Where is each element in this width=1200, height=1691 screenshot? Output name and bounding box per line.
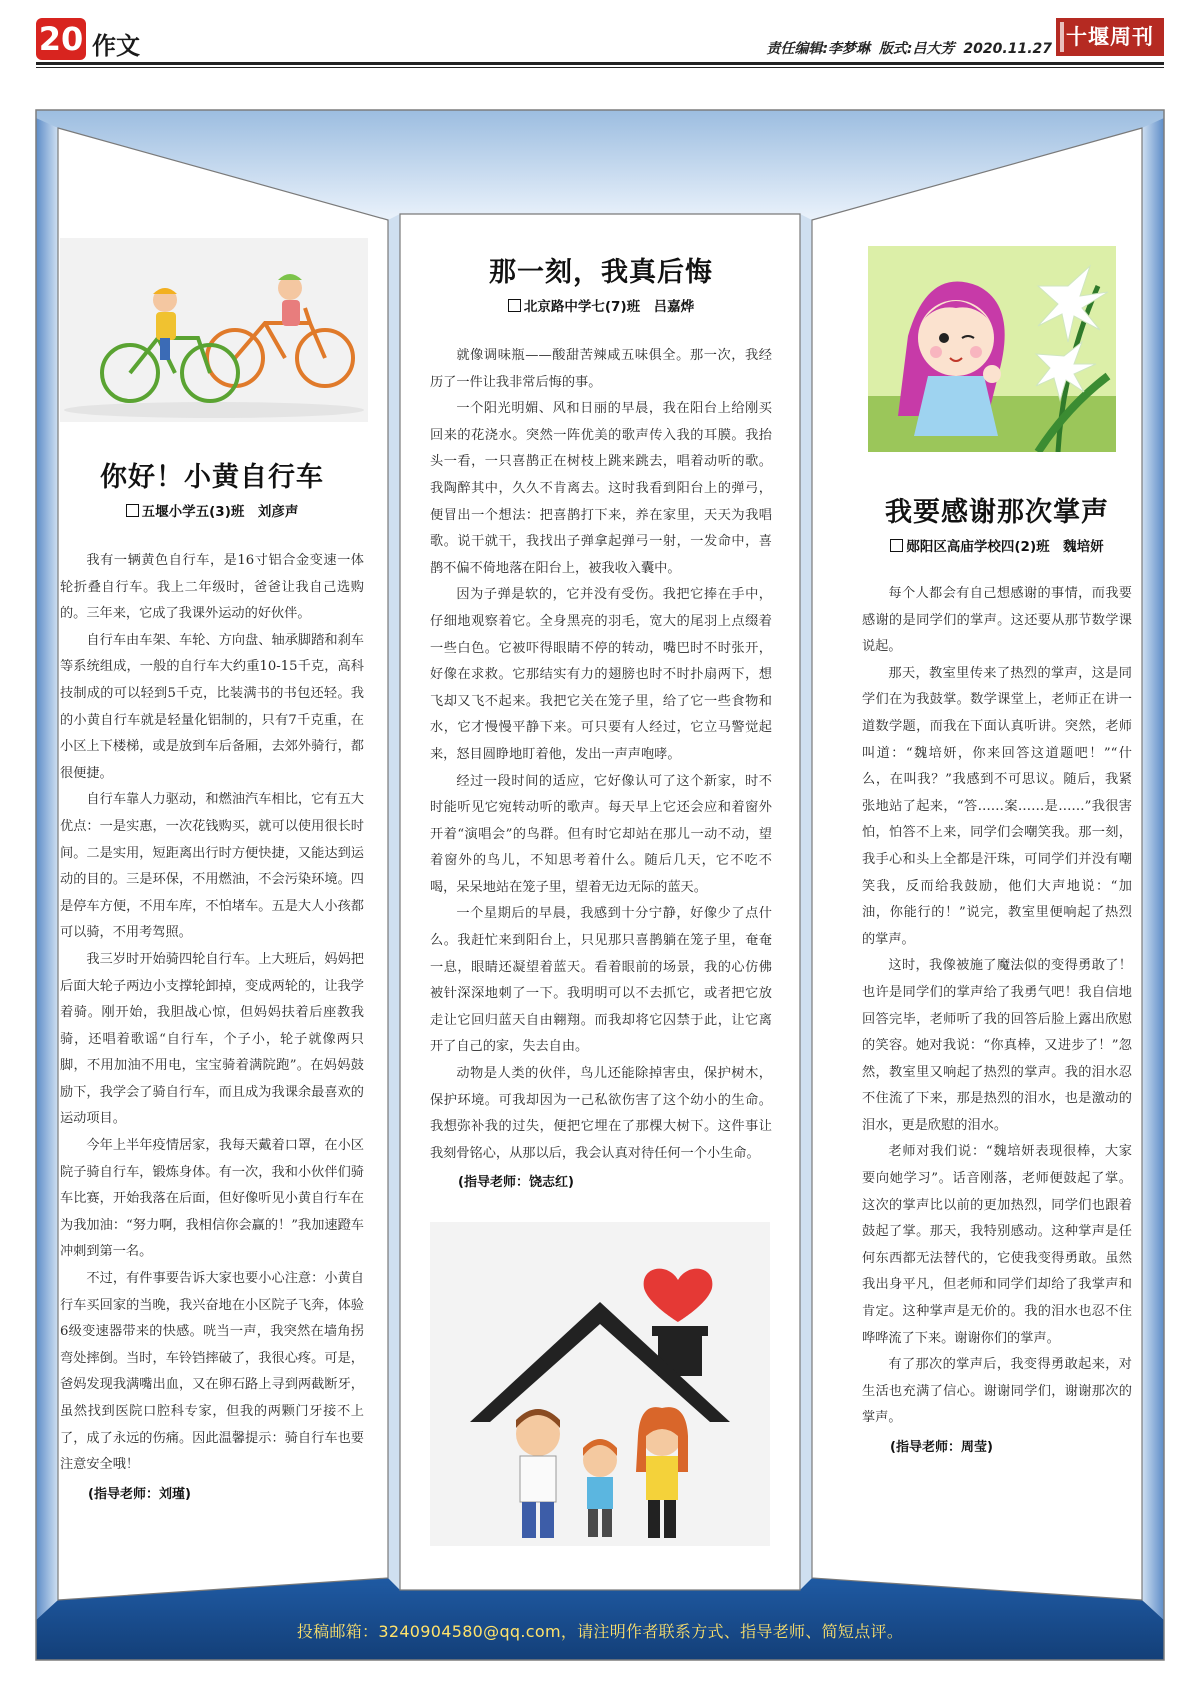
submission-notice: 投稿邮箱：3240904580@qq.com，请注明作者联系方式、指导老师、简短点评。 [296, 1622, 904, 1641]
teacher-credit: (指导老师：刘瑾) [88, 1486, 191, 1502]
issue-date: 2020.11.27 [963, 41, 1052, 57]
article-left [60, 455, 364, 1502]
paragraph: 今年上半年疫情居家，我每天戴着口罩，在小区院子骑自行车，锻炼身体。有一次，我和小伙伴们骑车比赛，开始我落在后面，但好像听见小黄自行车在为我加油：“努力啊，我相信你会赢的！”我加速蹬车冲刺到第一名。 [60, 1138, 364, 1260]
article-center [430, 250, 772, 1190]
paragraph: 一个阳光明媚、风和日丽的早晨，我在阳台上给刚买回来的花浇水。突然一阵优美的歌声传入我的耳膜。我抬头一看，一只喜鹊正在树枝上跳来跳去，唱着动听的歌。我陶醉其中，久久不肯离去。这时我看到阳台上的弹弓，便冒出一个想法：把喜鹊打下来，养在家里，天天为我唱歌。说干就干，我找出子弹拿起弹弓一射，一发命中，喜鹊不偏不倚地落在阳台上，被我收入囊中。 [430, 401, 772, 576]
paragraph: 不过，有件事要告诉大家也要小心注意：小黄自行车买回家的当晚，我兴奋地在小区院子飞奔，体验6级变速器带来的快感。咣当一声，我突然在墙角拐弯处摔倒。当时，车铃铛摔破了，我很心疼。可是，爸妈发现我满嘴出血，又在卵石路上寻到两截断牙，虽然找到医院口腔科专家，但我的两颗门牙接不上了，成了永远的伤痛。因此温馨提示：骑自行车也要注意安全哦！ [60, 1271, 364, 1473]
paragraph: 每个人都会有自己想感谢的事情，而我要感谢的是同学们的掌声。这还要从那节数学课说起。 [862, 586, 1132, 655]
girl-lily-illustration [868, 246, 1116, 452]
editor-name: 责任编辑:李梦琳 [766, 41, 871, 57]
article-right [862, 490, 1132, 1455]
paragraph: 有了那次的掌声后，我变得勇敢起来，对生活也充满了信心。谢谢同学们，谢谢那次的掌声。 [862, 1357, 1132, 1426]
article-author: 北京路中学七(7)班 吕嘉烨 [430, 295, 772, 315]
newspaper-brand: 十堰周刊 [1056, 18, 1164, 56]
article-title: 那一刻，我真后悔 [489, 257, 713, 288]
article-title: 我要感谢那次掌声 [885, 497, 1109, 528]
paragraph: 一个星期后的早晨，我感到十分宁静，好像少了点什么。我赶忙来到阳台上，只见那只喜鹊躺在笼子里，奄奄一息，眼睛还凝望着蓝天。看着眼前的场景，我的心仿佛被针深深地刺了一下。我明明可以不去抓它，或者把它放走让它回归蓝天自由翱翔。而我却将它囚禁于此，让它离开了自己的家，失去自由。 [430, 906, 772, 1055]
paragraph: 自行车靠人力驱动，和燃油汽车相比，它有五大优点：一是实惠，一次花钱购买，就可以使用很长时间。二是实用，短距离出行时方便快捷，又能达到运动的目的。三是环保，不用燃油，不会污染环境。四是停车方便，不用车库，不怕堵车。五是大人小孩都可以骑，不用考驾照。 [60, 792, 364, 941]
author-marker-icon [508, 299, 521, 312]
article-title: 你好！小黄自行车 [100, 462, 324, 493]
article-author: 五堰小学五(3)班 刘彦声 [60, 500, 364, 520]
paragraph: 因为子弹是软的，它并没有受伤。我把它捧在手中，仔细地观察着它。全身黑亮的羽毛，宽大的尾羽上点缀着一些白色。它被吓得眼睛不停的转动，嘴巴时不时张开，好像在求救。它那结实有力的翅膀也时不时扑扇两下，想飞却又飞不起来。我把它关在笼子里，给了它一些食物和水，它才慢慢平静下来。可只要有人经过，它立马警觉起来，怒目圆睁地盯着他，发出一声声咆哮。 [430, 587, 772, 762]
paragraph: 那天，教室里传来了热烈的掌声，这是同学们在为我鼓掌。数学课堂上，老师正在讲一道数学题，而我在下面认真听讲。突然，老师叫道：“魏培妍，你来回答这道题吧！”“什么，在叫我？”我感到不可思议。随后，我紧张地站了起来，“答……案……是……”我很害怕，怕答不上来，同学们会嘲笑我。那一刻，我手心和头上全都是汗珠，可同学们并没有嘲笑我，反而给我鼓励，他们大声地说：“加油，你能行的！”说完，教室里便响起了热烈的掌声。 [862, 665, 1132, 947]
author-marker-icon [126, 504, 139, 517]
teacher-credit: (指导老师：饶志红) [458, 1175, 574, 1191]
paragraph: 我有一辆黄色自行车，是16寸铝合金变速一体轮折叠自行车。我上二年级时，爸爸让我自己选购的。三年来，它成了我课外运动的好伙伴。 [60, 553, 364, 622]
paragraph: 经过一段时间的适应，它好像认可了这个新家，时不时能听见它宛转动听的歌声。每天早上它还会应和着窗外开着“演唱会”的鸟群。但有时它却站在那儿一动不动，望着窗外的鸟儿，不知思考着什么。随后几天，它不吃不喝，呆呆地站在笼子里，望着无边无际的蓝天。 [430, 773, 772, 895]
author-marker-icon [890, 539, 903, 552]
paragraph: 就像调味瓶——酸甜苦辣咸五味俱全。那一次，我经历了一件让我非常后悔的事。 [430, 348, 772, 390]
layout-designer: 版式:吕大芳 [878, 41, 955, 57]
paragraph: 动物是人类的伙伴，鸟儿还能除掉害虫，保护树木，保护环境。可我却因为一己私欲伤害了这个幼小的生命。我想弥补我的过失，便把它埋在了那棵大树下。这件事让我刻骨铭心，从那以后，我会认真对待任何一个小生命。 [430, 1066, 772, 1161]
teacher-credit: (指导老师：周莹) [890, 1440, 993, 1455]
page-number: 20 [36, 18, 86, 60]
paragraph: 自行车由车架、车轮、方向盘、轴承脚踏和刹车等系统组成，一般的自行车大约重10-15千克，高科技制成的可以轻到5千克，比装满书的书包还轻。我的小黄自行车就是轻量化铝制的，只有7千克重，在小区上下楼梯，或是放到车后备厢，去郊外骑行，都很便捷。 [60, 632, 364, 781]
paragraph: 老师对我们说：“魏培妍表现很棒，大家要向她学习”。话音刚落，老师便鼓起了掌。这次的掌声比以前的更加热烈，同学们也跟着鼓起了掌。那天，我特别感动。这种掌声是任何东西都无法替代的，它使我变得勇敢。虽然我出身平凡，但老师和同学们却给了我掌声和肯定。这种掌声是无价的。我的泪水也忍不住哗哗流了下来。谢谢你们的掌声。 [862, 1144, 1132, 1346]
family-house-illustration [430, 1222, 770, 1546]
section-title: 作文 [92, 32, 140, 60]
paragraph: 我三岁时开始骑四轮自行车。上大班后，妈妈把后面大轮子两边小支撑轮卸掉，变成两轮的，让我学着骑。刚开始，我胆战心惊，但妈妈扶着后座教我骑，还唱着歌谣“自行车，个子小，轮子就像两只脚，不用加油不用电，宝宝骑着满院跑”。在妈妈鼓励下，我学会了骑自行车，而且成为我课余最喜欢的运动项目。 [60, 951, 364, 1127]
article-author: 郧阳区高庙学校四(2)班 魏培妍 [862, 535, 1132, 555]
bicycle-kids-illustration [60, 238, 368, 422]
paragraph: 这时，我像被施了魔法似的变得勇敢了！也许是同学们的掌声给了我勇气吧！我自信地回答完毕，老师听了我的回答后脸上露出欣慰的笑容。她对我说：“你真棒，又进步了！”忽然，教室里又响起了热烈的掌声。我的泪水忍不住流了下来，那是热烈的泪水，也是激动的泪水，更是欣慰的泪水。 [862, 958, 1132, 1133]
